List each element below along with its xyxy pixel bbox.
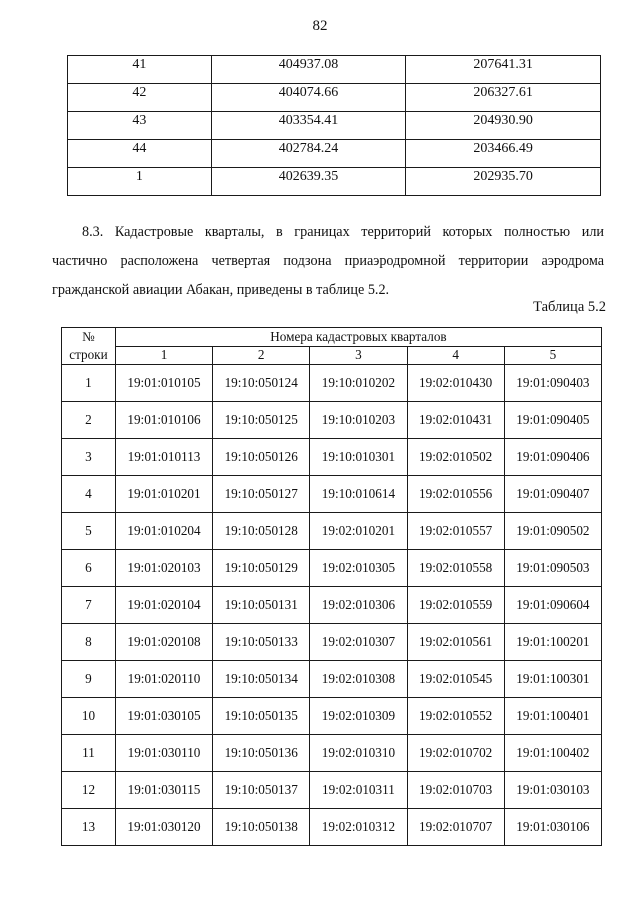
row-number-cell: 7	[62, 587, 116, 624]
table-row	[62, 624, 602, 661]
cadastral-number-cell: 19:01:090503	[504, 550, 601, 587]
table-row	[62, 698, 602, 735]
row-number-cell: 11	[62, 735, 116, 772]
cadastral-number-cell: 19:02:010702	[407, 735, 504, 772]
coord-cell-x: 402784.24	[211, 140, 406, 168]
cadastral-number-cell: 19:01:090604	[504, 587, 601, 624]
cadastral-number-cell: 19:02:010305	[310, 550, 407, 587]
cadastral-number-cell: 19:10:010202	[310, 365, 407, 402]
row-number-cell: 10	[62, 698, 116, 735]
cadastral-number-cell: 19:02:010559	[407, 587, 504, 624]
coord-cell-point: 41	[68, 56, 212, 84]
cadastral-number-cell: 19:10:010614	[310, 476, 407, 513]
row-number-cell: 6	[62, 550, 116, 587]
table-row	[62, 439, 602, 476]
cadastral-number-cell: 19:01:030120	[115, 809, 212, 846]
cadastral-number-cell: 19:02:010556	[407, 476, 504, 513]
cadastral-number-cell: 19:10:050135	[213, 698, 310, 735]
cadastral-number-cell: 19:01:090405	[504, 402, 601, 439]
header-quarters-title: Номера кадастровых кварталов	[115, 328, 601, 347]
coord-cell-x: 404074.66	[211, 84, 406, 112]
header-row-number	[62, 328, 116, 365]
paragraph-line: гражданской авиации Абакан, приведены в таблице 5.2.	[52, 282, 390, 298]
row-number-cell: 9	[62, 661, 116, 698]
cadastral-number-cell: 19:02:010310	[310, 735, 407, 772]
row-number-cell: 5	[62, 513, 116, 550]
cadastral-number-cell: 19:01:100301	[504, 661, 601, 698]
cadastral-number-cell: 19:02:010431	[407, 402, 504, 439]
coord-cell-y: 206327.61	[406, 84, 601, 112]
paragraph-line: 8.3. Кадастровые кварталы, в границах территорий которых полностью или	[82, 224, 604, 240]
cadastral-number-cell: 19:01:090403	[504, 365, 601, 402]
coord-cell-point: 43	[68, 112, 212, 140]
cadastral-number-cell: 19:01:010113	[115, 439, 212, 476]
coord-cell-y: 202935.70	[406, 168, 601, 196]
cadastral-number-cell: 19:01:020110	[115, 661, 212, 698]
header-column: 4	[407, 346, 504, 365]
cadastral-number-cell: 19:02:010557	[407, 513, 504, 550]
coord-cell-x: 403354.41	[211, 112, 406, 140]
coordinates-table	[67, 55, 601, 196]
row-number-cell: 8	[62, 624, 116, 661]
cadastral-number-cell: 19:02:010201	[310, 513, 407, 550]
cadastral-number-cell: 19:02:010545	[407, 661, 504, 698]
page-number: 82	[312, 18, 328, 34]
table-row	[62, 365, 602, 402]
cadastral-number-cell: 19:02:010707	[407, 809, 504, 846]
table-row	[62, 550, 602, 587]
cadastral-number-cell: 19:10:050138	[213, 809, 310, 846]
cadastral-number-cell: 19:01:030106	[504, 809, 601, 846]
row-number-cell: 13	[62, 809, 116, 846]
cadastral-number-cell: 19:01:090407	[504, 476, 601, 513]
cadastral-number-cell: 19:10:050128	[213, 513, 310, 550]
cadastral-number-cell: 19:02:010308	[310, 661, 407, 698]
cadastral-number-cell: 19:10:050134	[213, 661, 310, 698]
paragraph-line: частично расположена четвертая подзона приаэродромной территории аэродрома	[52, 253, 604, 269]
cadastral-number-cell: 19:01:010105	[115, 365, 212, 402]
cadastral-number-cell: 19:02:010307	[310, 624, 407, 661]
cadastral-number-cell: 19:02:010502	[407, 439, 504, 476]
coord-cell-point: 1	[68, 168, 212, 196]
row-number-cell: 1	[62, 365, 116, 402]
table-row	[62, 476, 602, 513]
cadastral-number-cell: 19:02:010306	[310, 587, 407, 624]
cadastral-number-cell: 19:01:020103	[115, 550, 212, 587]
cadastral-number-cell: 19:01:010201	[115, 476, 212, 513]
table-row	[62, 587, 602, 624]
table-row	[68, 168, 601, 196]
cadastral-number-cell: 19:02:010309	[310, 698, 407, 735]
cadastral-number-cell: 19:01:030110	[115, 735, 212, 772]
cadastral-number-cell: 19:02:010558	[407, 550, 504, 587]
cadastral-number-cell: 19:10:050136	[213, 735, 310, 772]
table-row	[62, 772, 602, 809]
cadastral-number-cell: 19:01:100402	[504, 735, 601, 772]
cadastral-number-cell: 19:01:030103	[504, 772, 601, 809]
section-paragraph	[52, 218, 604, 305]
table-row	[68, 84, 601, 112]
table-row	[68, 56, 601, 84]
cadastral-number-cell: 19:01:010106	[115, 402, 212, 439]
cadastral-number-cell: 19:10:050137	[213, 772, 310, 809]
coord-cell-y: 203466.49	[406, 140, 601, 168]
cadastral-number-cell: 19:10:010203	[310, 402, 407, 439]
cadastral-number-cell: 19:10:050131	[213, 587, 310, 624]
coord-cell-point: 42	[68, 84, 212, 112]
header-column: 3	[310, 346, 407, 365]
cadastral-number-cell: 19:10:050129	[213, 550, 310, 587]
header-column: 5	[504, 346, 601, 365]
cadastral-number-cell: 19:01:030115	[115, 772, 212, 809]
table-row	[62, 402, 602, 439]
row-number-cell: 12	[62, 772, 116, 809]
cadastral-number-cell: 19:10:010301	[310, 439, 407, 476]
cadastral-number-cell: 19:02:010552	[407, 698, 504, 735]
cadastral-number-cell: 19:02:010312	[310, 809, 407, 846]
table-row	[62, 809, 602, 846]
cadastral-number-cell: 19:02:010430	[407, 365, 504, 402]
header-row-number-label: № строки	[69, 329, 108, 362]
table-caption: Таблица 5.2	[533, 299, 606, 315]
header-column: 2	[213, 346, 310, 365]
header-column: 1	[115, 346, 212, 365]
table-row	[62, 735, 602, 772]
cadastral-number-cell: 19:10:050125	[213, 402, 310, 439]
coord-cell-y: 204930.90	[406, 112, 601, 140]
cadastral-number-cell: 19:10:050127	[213, 476, 310, 513]
cadastral-number-cell: 19:01:030105	[115, 698, 212, 735]
cadastral-number-cell: 19:02:010311	[310, 772, 407, 809]
cadastral-quarters-table	[61, 327, 602, 846]
cadastral-number-cell: 19:02:010703	[407, 772, 504, 809]
cadastral-number-cell: 19:01:090502	[504, 513, 601, 550]
cadastral-number-cell: 19:01:020108	[115, 624, 212, 661]
table-row	[68, 112, 601, 140]
table-row	[62, 661, 602, 698]
table-row	[62, 513, 602, 550]
cadastral-number-cell: 19:10:050126	[213, 439, 310, 476]
table-row	[68, 140, 601, 168]
cadastral-number-cell: 19:10:050124	[213, 365, 310, 402]
coord-cell-y: 207641.31	[406, 56, 601, 84]
row-number-cell: 3	[62, 439, 116, 476]
row-number-cell: 4	[62, 476, 116, 513]
cadastral-number-cell: 19:01:020104	[115, 587, 212, 624]
cadastral-number-cell: 19:01:090406	[504, 439, 601, 476]
cadastral-number-cell: 19:01:100201	[504, 624, 601, 661]
cadastral-number-cell: 19:10:050133	[213, 624, 310, 661]
coord-cell-x: 402639.35	[211, 168, 406, 196]
cadastral-number-cell: 19:01:010204	[115, 513, 212, 550]
cadastral-number-cell: 19:01:100401	[504, 698, 601, 735]
row-number-cell: 2	[62, 402, 116, 439]
coord-cell-x: 404937.08	[211, 56, 406, 84]
coord-cell-point: 44	[68, 140, 212, 168]
cadastral-number-cell: 19:02:010561	[407, 624, 504, 661]
